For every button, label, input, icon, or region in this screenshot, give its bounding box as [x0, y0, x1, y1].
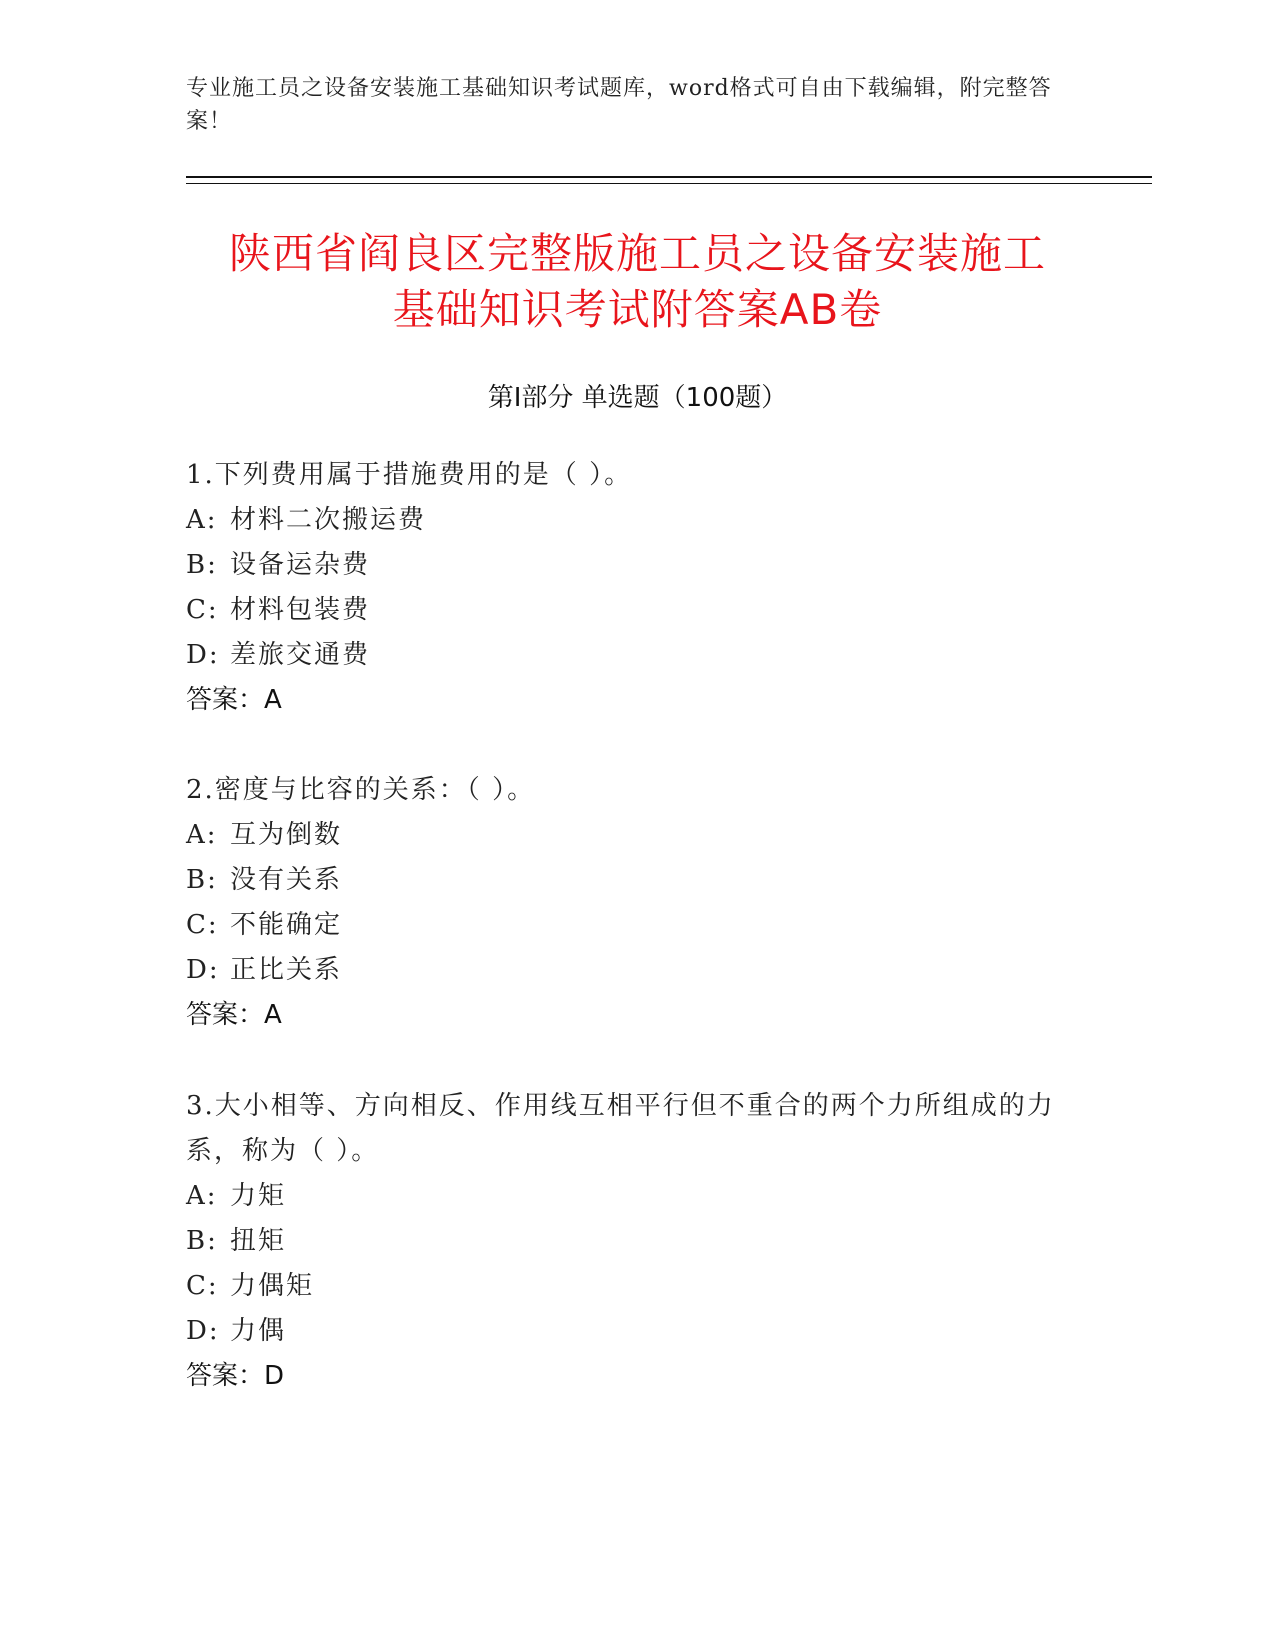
answer: 答案：A — [186, 685, 282, 715]
option-c — [186, 588, 1086, 633]
document-title-line-2: 基础知识考试附答案AB卷 — [392, 285, 883, 334]
option-b — [186, 543, 1086, 588]
option-d — [186, 633, 1086, 678]
option-letter: B: — [186, 550, 218, 580]
question-3 — [186, 1084, 1086, 1399]
option-letter: D: — [186, 1316, 220, 1346]
option-letter: C: — [186, 595, 219, 625]
option-letter: A: — [186, 505, 218, 535]
section-heading: 第Ⅰ部分 单选题（100题） — [487, 383, 788, 413]
question-stem: 1.下列费用属于措施费用的是（ ）。 — [186, 460, 633, 490]
question-2 — [186, 768, 1086, 1038]
option-a — [186, 813, 1086, 858]
option-letter: B: — [186, 1226, 218, 1256]
option-c — [186, 1264, 1086, 1309]
option-d — [186, 1309, 1086, 1354]
option-text: 设备运杂费 — [230, 550, 371, 580]
option-letter: C: — [186, 1271, 219, 1301]
option-text: 没有关系 — [230, 865, 343, 895]
option-text: 差旅交通费 — [230, 640, 371, 670]
option-text: 力偶 — [230, 1316, 287, 1346]
option-a — [186, 498, 1086, 543]
option-d — [186, 948, 1086, 993]
document-title-line-1: 陕西省阎良区完整版施工员之设备安装施工 — [228, 229, 1046, 278]
option-text: 正比关系 — [230, 955, 343, 985]
question-stem: 2.密度与比容的关系：（ ）。 — [186, 775, 536, 805]
header-divider-thick — [186, 176, 1152, 178]
option-a — [186, 1174, 1086, 1219]
option-text: 不能确定 — [230, 910, 343, 940]
question-1 — [186, 453, 1086, 723]
option-text: 力偶矩 — [230, 1271, 315, 1301]
question-stem: 3.大小相等、方向相反、作用线互相平行但不重合的两个力所组成的力系，称为（ ）。 — [186, 1091, 1055, 1166]
option-text: 扭矩 — [230, 1226, 287, 1256]
option-letter: D: — [186, 640, 220, 670]
option-b — [186, 858, 1086, 903]
header-divider-thin — [186, 183, 1152, 184]
answer: 答案：A — [186, 1000, 282, 1030]
option-c — [186, 903, 1086, 948]
option-text: 互为倒数 — [230, 820, 343, 850]
option-letter: D: — [186, 955, 220, 985]
option-letter: A: — [186, 1181, 218, 1211]
option-letter: A: — [186, 820, 218, 850]
option-text: 材料二次搬运费 — [230, 505, 427, 535]
option-text: 力矩 — [230, 1181, 287, 1211]
header-note: 专业施工员之设备安装施工基础知识考试题库，word格式可自由下载编辑，附完整答案！ — [186, 76, 1052, 134]
option-letter: C: — [186, 910, 219, 940]
answer: 答案：D — [186, 1361, 285, 1391]
option-text: 材料包装费 — [230, 595, 371, 625]
document-title — [140, 226, 1135, 338]
option-letter: B: — [186, 865, 218, 895]
option-b — [186, 1219, 1086, 1264]
